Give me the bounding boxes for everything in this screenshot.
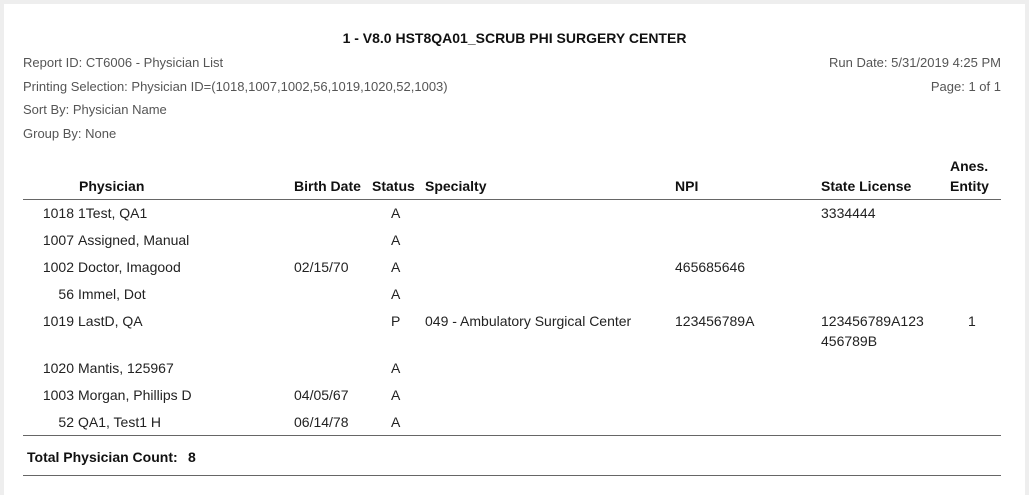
col-header-anes-line2: Entity	[950, 178, 989, 194]
status: A	[391, 205, 401, 221]
physician-id: 1003	[42, 387, 74, 403]
status: P	[391, 313, 401, 329]
report-title: 1 - V8.0 HST8QA01_SCRUB PHI SURGERY CENTER	[342, 30, 687, 46]
col-header-status: Status	[372, 178, 415, 194]
col-header-physician: Physician	[79, 178, 145, 194]
col-header-birth-date: Birth Date	[294, 178, 361, 194]
report-page	[4, 4, 1025, 495]
birth-date: 04/05/67	[294, 387, 349, 403]
physician-name: Mantis, 125967	[78, 360, 174, 376]
specialty: 049 - Ambulatory Surgical Center	[425, 313, 632, 329]
physician-id: 1020	[42, 360, 74, 376]
status: A	[391, 232, 401, 248]
anes-entity: 1	[968, 313, 976, 329]
physician-id: 1002	[42, 259, 74, 275]
status: A	[391, 259, 401, 275]
birth-date: 06/14/78	[294, 414, 349, 430]
footer-rule	[23, 475, 1001, 476]
col-header-specialty: Specialty	[425, 178, 487, 194]
header-rule	[23, 199, 1001, 200]
physician-name: Assigned, Manual	[78, 232, 190, 248]
npi: 123456789A	[675, 313, 755, 329]
table-bottom-rule	[23, 435, 1001, 436]
total-count-label: Total Physician Count:	[27, 449, 178, 465]
status: A	[391, 286, 401, 302]
run-date: Run Date: 5/31/2019 4:25 PM	[828, 55, 1001, 70]
group-by: Group By: None	[23, 126, 117, 141]
physician-name: LastD, QA	[78, 313, 143, 329]
physician-id: 1018	[42, 205, 74, 221]
total-count-value: 8	[188, 449, 196, 465]
physician-name: QA1, Test1 H	[78, 414, 162, 430]
npi: 465685646	[675, 259, 746, 275]
physician-name: Doctor, Imagood	[78, 259, 181, 275]
col-header-state-license: State License	[821, 178, 912, 194]
status: A	[391, 414, 401, 430]
state-license: 123456789A123	[821, 313, 924, 329]
state-license-cont: 456789B	[821, 333, 878, 349]
physician-name: Immel, Dot	[78, 286, 146, 302]
printing-selection: Printing Selection: Physician ID=(1018,1007,1002,56,1019,1020,52,1003)	[23, 79, 448, 94]
status: A	[391, 360, 401, 376]
sort-by: Sort By: Physician Name	[23, 102, 167, 117]
physician-name: Morgan, Phillips D	[78, 387, 192, 403]
birth-date: 02/15/70	[294, 259, 349, 275]
col-header-npi: NPI	[675, 178, 699, 194]
report-id: Report ID: CT6006 - Physician List	[23, 55, 224, 70]
state-license: 3334444	[821, 205, 876, 221]
page-number: Page: 1 of 1	[930, 79, 1001, 94]
physician-id: 52	[58, 414, 74, 430]
physician-name: 1Test, QA1	[78, 205, 148, 221]
physician-id: 1007	[42, 232, 74, 248]
physician-id: 1019	[42, 313, 74, 329]
physician-id: 56	[58, 286, 74, 302]
status: A	[391, 387, 401, 403]
col-header-anes-line1: Anes.	[950, 158, 989, 174]
